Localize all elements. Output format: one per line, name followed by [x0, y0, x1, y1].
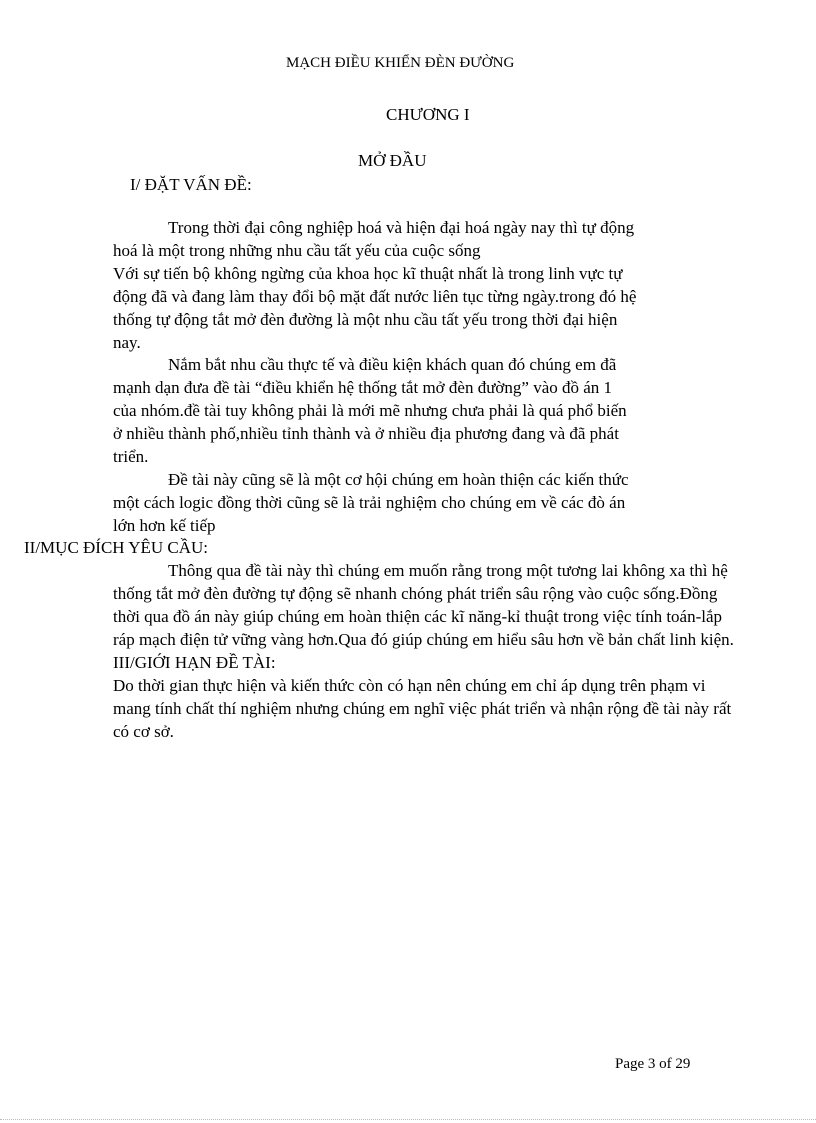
page-number: Page 3 of 29 — [615, 1056, 691, 1072]
chapter-title: MỞ ĐẦU — [358, 151, 427, 170]
paragraph-line: ráp mạch điện tử vững vàng hơn.Qua đó giúp chúng em hiểu sâu hơn về bản chất linh kiện. — [113, 630, 734, 649]
paragraph-line: Nắm bắt nhu cầu thực tế và điều kiện khách quan đó chúng em đã — [168, 355, 617, 374]
running-header: MẠCH ĐIỀU KHIỂN ĐÈN ĐƯỜNG — [286, 55, 515, 71]
paragraph-line: hoá là một trong những nhu cầu tất yếu của cuộc sống — [113, 241, 481, 260]
section-heading-2: II/MỤC ĐÍCH YÊU CẦU: — [24, 538, 209, 557]
paragraph-line: Với sự tiến bộ không ngừng của khoa học kĩ thuật nhất là trong linh vực tự — [113, 264, 623, 283]
paragraph-line: thống tắt mở đèn đường tự động sẽ nhanh chóng phát triển sâu rộng vào cuộc sống.Đồng — [113, 584, 718, 603]
paragraph-line: có cơ sở. — [113, 722, 174, 741]
paragraph-line: mạnh dạn đưa đề tài “điều khiển hệ thống tắt mở đèn đường” vào đồ án 1 — [113, 378, 613, 397]
paragraph-line: thống tự động tắt mở đèn đường là một nhu cầu tất yếu trong thời đại hiện — [113, 310, 618, 329]
paragraph-line: Trong thời đại công nghiệp hoá và hiện đại hoá ngày nay thì tự động — [168, 218, 635, 237]
paragraph-line: ở nhiều thành phố,nhiều tỉnh thành và ở nhiều địa phương đang và đã phát — [113, 424, 619, 443]
paragraph-line: một cách logic đồng thời cũng sẽ là trải nghiệm cho chúng em về các đò án — [113, 493, 626, 512]
paragraph-line: động đã và đang làm thay đổi bộ mặt đất nước liên tục từng ngày.trong đó hệ — [113, 287, 637, 306]
paragraph-line: lớn hơn kế tiếp — [113, 516, 216, 535]
paragraph-line: thời qua đồ án này giúp chúng em hoàn thiện các kĩ năng-kỉ thuật trong việc tính toán-lắp — [113, 607, 723, 626]
section-heading-3: III/GIỚI HẠN ĐỀ TÀI: — [113, 653, 276, 672]
paragraph-line: nay. — [113, 333, 141, 352]
paragraph-line: Thông qua đề tài này thì chúng em muốn rằng trong một tương lai không xa thì hệ — [168, 561, 728, 580]
paragraph-line: Đề tài này cũng sẽ là một cơ hội chúng em hoàn thiện các kiến thức — [168, 470, 629, 489]
paragraph-line: của nhóm.đề tài tuy không phải là mới mẽ nhưng chưa phải là quá phổ biến — [113, 401, 627, 420]
paragraph-line: triển. — [113, 447, 149, 466]
page-bottom-rule — [0, 1119, 816, 1120]
chapter-number: CHƯƠNG I — [386, 105, 470, 124]
paragraph-line: mang tính chất thí nghiệm nhưng chúng em nghĩ việc phát triển và nhận rộng đề tài này rất — [113, 699, 732, 718]
paragraph-line: Do thời gian thực hiện và kiến thức còn có hạn nên chúng em chỉ áp dụng trên phạm vi — [113, 676, 706, 695]
section-heading-1: I/ ĐẶT VẤN ĐỀ: — [130, 175, 252, 194]
